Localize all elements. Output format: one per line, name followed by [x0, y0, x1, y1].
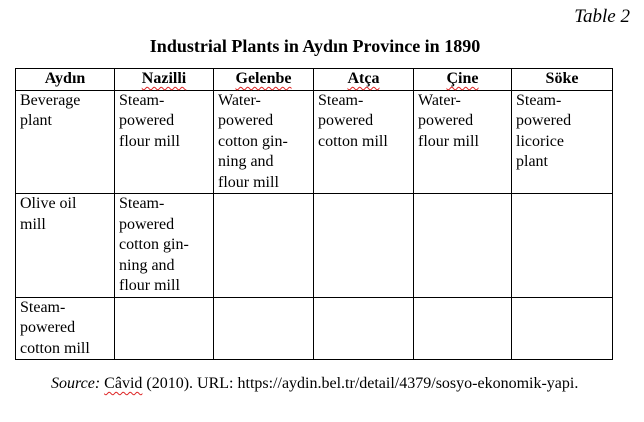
table-cell: Steam- powered licorice plant	[512, 90, 613, 194]
column-header-aydin: Aydın	[16, 69, 115, 91]
table-cell	[512, 297, 613, 360]
table-cell	[214, 297, 314, 360]
column-header-atca	[314, 69, 414, 91]
column-header-nazilli-text: Nazilli	[141, 70, 187, 87]
header-row	[16, 69, 613, 91]
table-row	[16, 194, 613, 298]
table-cell: Olive oil mill	[16, 194, 115, 298]
table-cell: Steam- powered cotton mill	[314, 90, 414, 194]
column-header-gelenbe	[214, 69, 314, 91]
table-row	[16, 90, 613, 194]
source-note	[15, 374, 615, 394]
source-label: Source:	[51, 375, 101, 392]
source-author: Câvid	[104, 375, 143, 392]
table-cell	[414, 297, 512, 360]
table-cell	[512, 194, 613, 298]
table-cell	[115, 297, 214, 360]
column-header-gelenbe-text: Gelenbe	[235, 70, 292, 87]
source-citation: (2010). URL: https://aydin.bel.tr/detail/4379/sosyo-ekonomik-yapi.	[142, 375, 579, 392]
column-header-atca-text: Atça	[347, 70, 380, 87]
table-cell: Water- powered cotton gin- ning and flour mill	[214, 90, 314, 194]
industrial-plants-table	[15, 68, 613, 360]
column-header-cine-text: Çine	[446, 70, 479, 87]
table-row	[16, 297, 613, 360]
table-title: Industrial Plants in Aydın Province in 1890	[149, 36, 481, 56]
table-cell: Steam- powered flour mill	[115, 90, 214, 194]
table-number-label: Table 2	[574, 6, 630, 27]
column-header-cine	[414, 69, 512, 91]
table-cell: Steam- powered cotton gin- ning and flour mill	[115, 194, 214, 298]
table-cell	[314, 297, 414, 360]
table-cell: Steam- powered cotton mill	[16, 297, 115, 360]
table-cell	[214, 194, 314, 298]
table-cell: Beverage plant	[16, 90, 115, 194]
column-header-soke: Söke	[512, 69, 613, 91]
table-cell	[314, 194, 414, 298]
table-cell	[414, 194, 512, 298]
column-header-nazilli	[115, 69, 214, 91]
table-cell: Water- powered flour mill	[414, 90, 512, 194]
